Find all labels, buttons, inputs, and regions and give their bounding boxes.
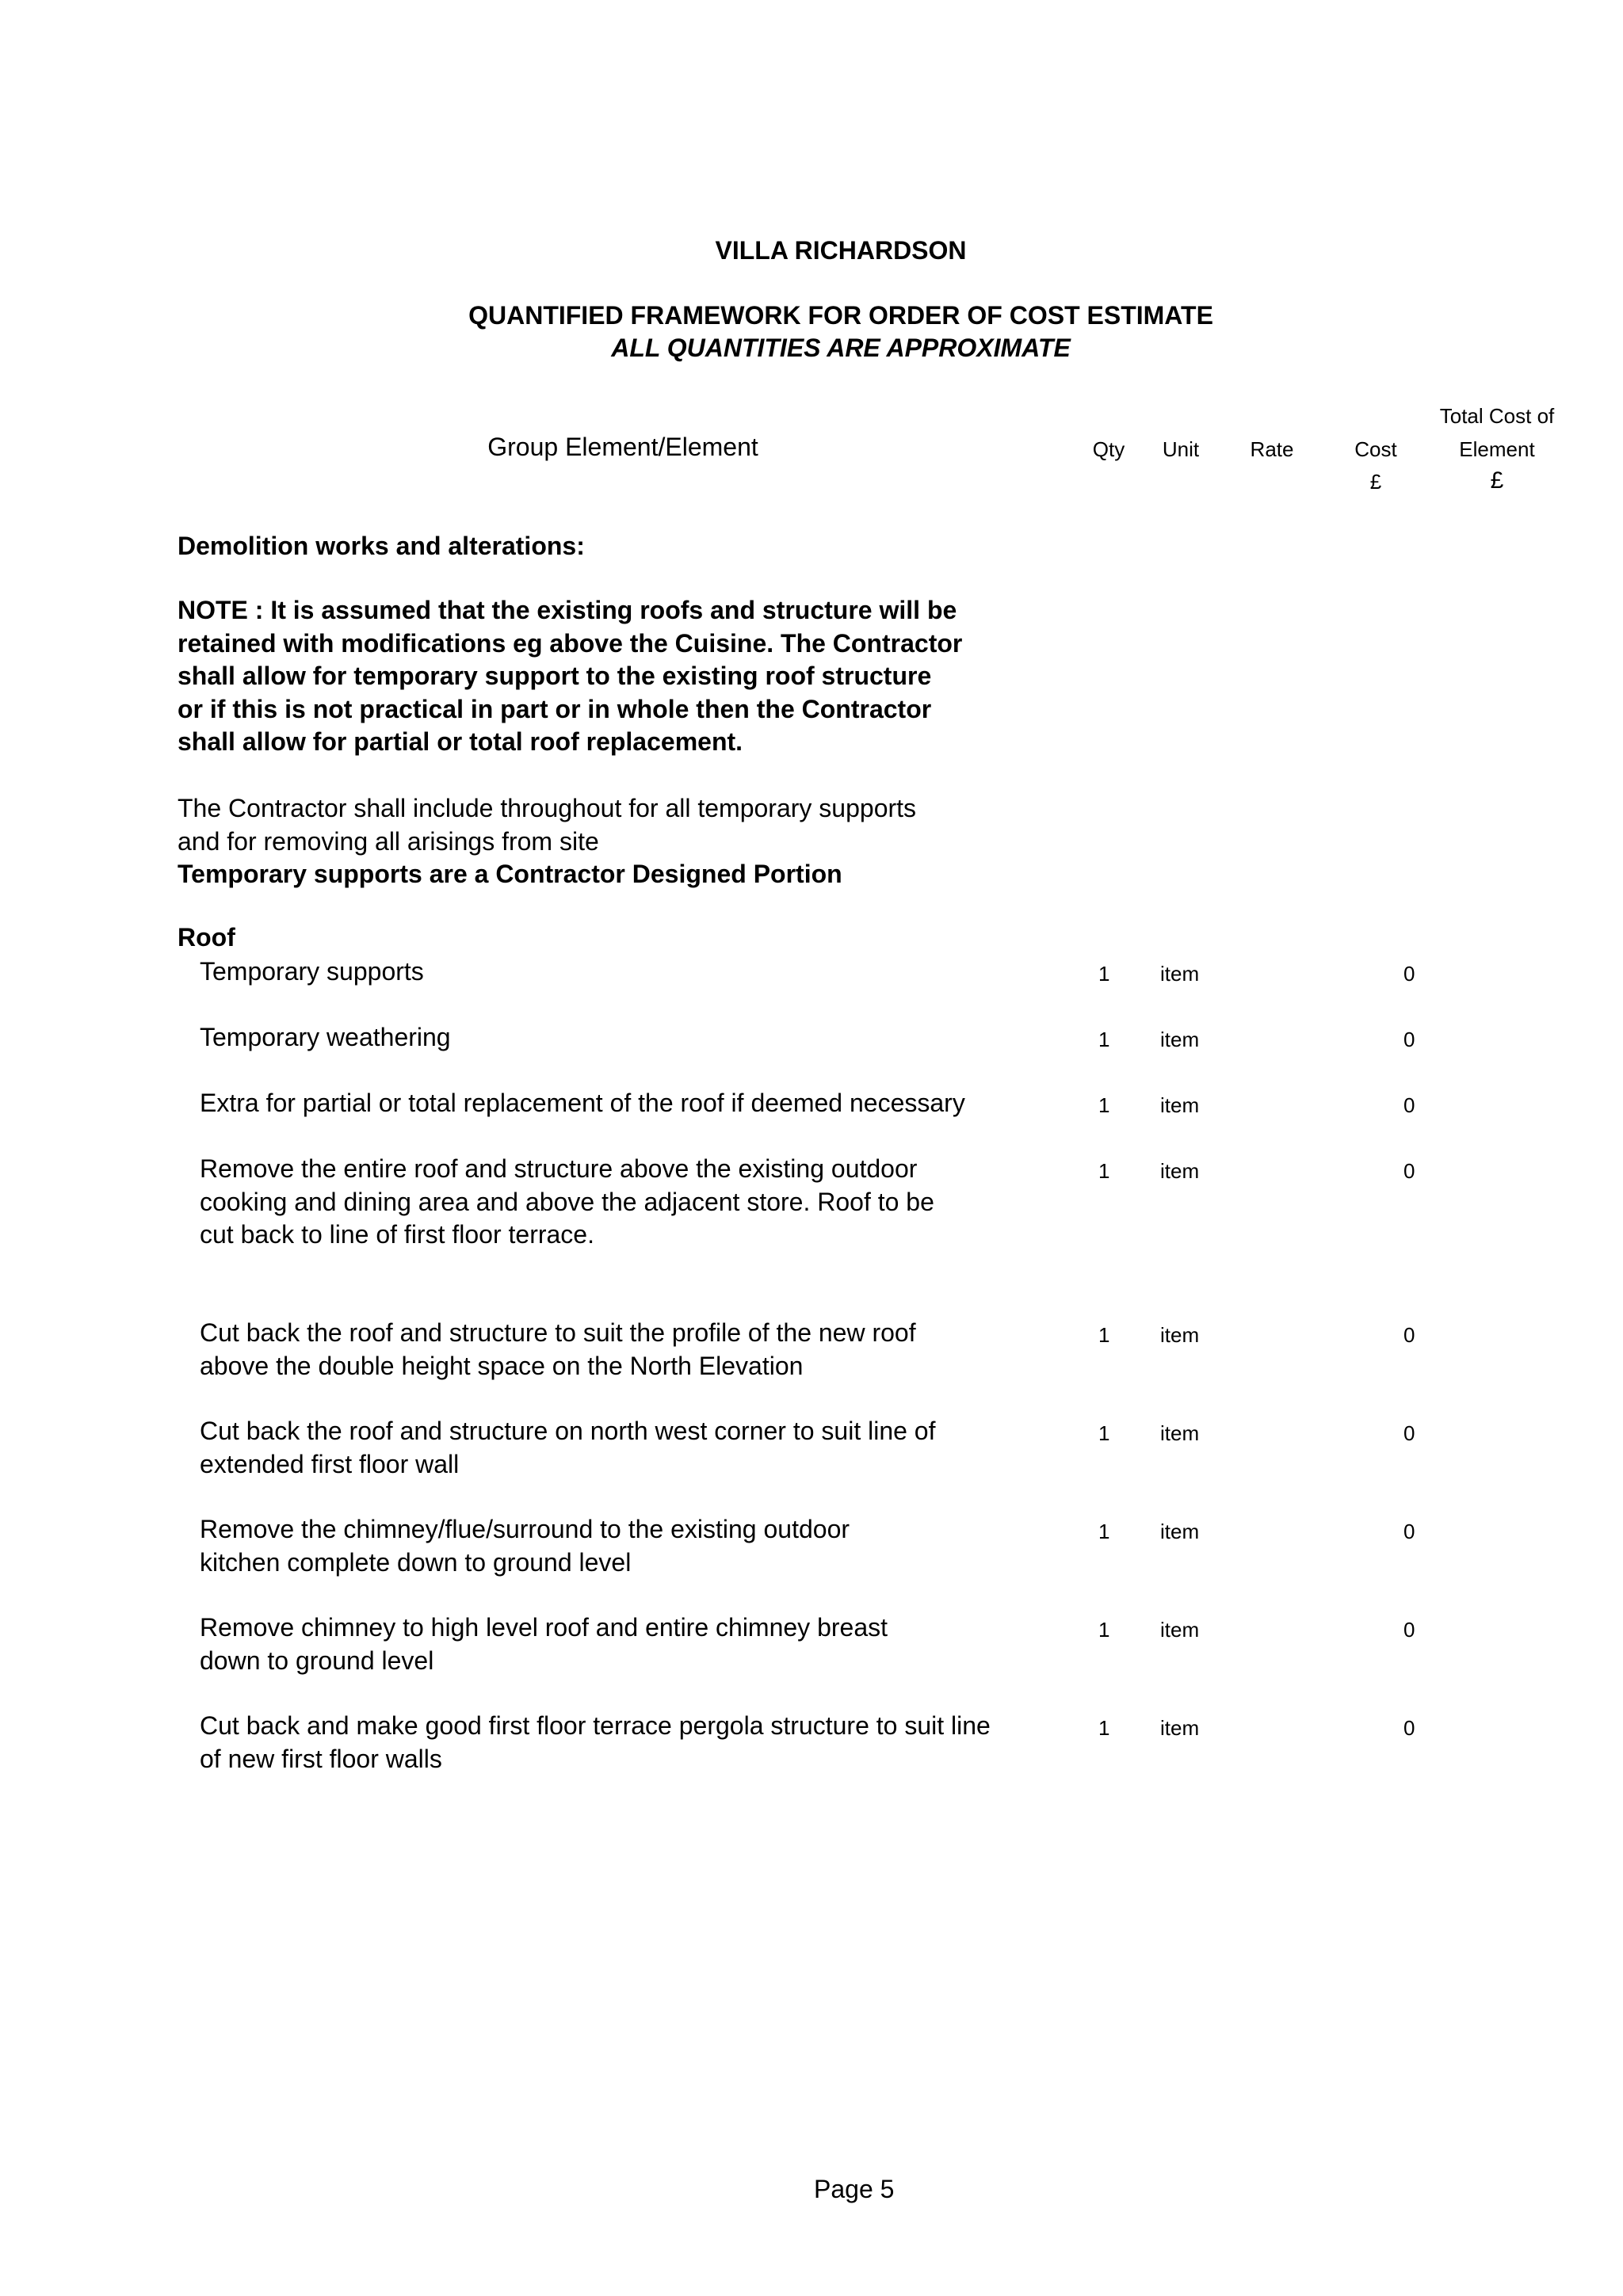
item-cost: 0	[1403, 962, 1415, 986]
item-description	[200, 1415, 935, 1481]
note-line: shall allow for partial or total roof replacement.	[178, 727, 743, 756]
item-description	[200, 1021, 451, 1055]
item-cost: 0	[1403, 1159, 1415, 1183]
paragraph-line: and for removing all arisings from site	[178, 826, 599, 856]
item-description	[200, 1087, 965, 1120]
item-cost: 0	[1403, 1716, 1415, 1740]
item-line: Temporary weathering	[200, 1023, 451, 1051]
note-line: retained with modifications eg above the Cuisine. The Contractor	[178, 628, 963, 658]
column-header-rate: Rate	[1250, 437, 1294, 461]
item-line: Cut back the roof and structure on north west corner to suit line of	[200, 1417, 936, 1445]
item-qty: 1	[1098, 1093, 1110, 1117]
column-header-element: Group Element/Element	[487, 433, 758, 461]
section-heading: Demolition works and alterations:	[178, 532, 585, 560]
column-header-cost-currency: £	[1369, 470, 1382, 494]
item-line: kitchen complete down to ground level	[200, 1547, 632, 1577]
column-header-total-line1: Total Cost of	[1439, 404, 1555, 428]
column-header-unit: Unit	[1162, 437, 1200, 461]
item-qty: 1	[1098, 1028, 1110, 1051]
paragraph-line: The Contractor shall include throughout for all temporary supports	[178, 794, 917, 822]
item-qty: 1	[1098, 1421, 1110, 1445]
item-line: extended first floor wall	[200, 1449, 460, 1478]
item-qty: 1	[1098, 962, 1110, 986]
item-line: Extra for partial or total replacement of the roof if deemed necessary	[200, 1089, 965, 1117]
item-line: Cut back and make good first floor terrace pergola structure to suit line	[200, 1711, 991, 1740]
note-line: or if this is not practical in part or in whole then the Contractor	[178, 694, 932, 723]
item-description	[200, 955, 424, 989]
item-qty: 1	[1098, 1520, 1110, 1543]
section-paragraph	[178, 792, 916, 891]
item-qty: 1	[1098, 1618, 1110, 1642]
item-unit: item	[1160, 1028, 1200, 1051]
column-header-total-currency: £	[1490, 467, 1504, 494]
item-unit: item	[1160, 1159, 1200, 1183]
item-unit: item	[1160, 1421, 1200, 1445]
item-line: Remove the entire roof and structure above the existing outdoor	[200, 1154, 918, 1183]
note-line: shall allow for temporary support to the existing roof structure	[178, 662, 932, 690]
note-line: NOTE : It is assumed that the existing roofs and structure will be	[178, 596, 957, 624]
item-description	[200, 1611, 888, 1677]
page-number: Page 5	[814, 2175, 895, 2203]
item-line: Cut back the roof and structure to suit the profile of the new roof	[200, 1318, 916, 1347]
item-cost: 0	[1403, 1618, 1415, 1642]
item-line: Remove chimney to high level roof and entire chimney breast	[200, 1613, 888, 1642]
item-unit: item	[1160, 1093, 1200, 1117]
item-line: Temporary supports	[200, 957, 424, 986]
paragraph-bold-line: Temporary supports are a Contractor Designed Portion	[178, 860, 842, 888]
document-subtitle-note: ALL QUANTITIES ARE APPROXIMATE	[611, 334, 1071, 362]
item-unit: item	[1160, 1323, 1200, 1347]
column-header-total-line2: Element	[1459, 437, 1535, 461]
item-unit: item	[1160, 962, 1200, 986]
document-subtitle: QUANTIFIED FRAMEWORK FOR ORDER OF COST ESTIMATE	[468, 301, 1213, 330]
item-description	[200, 1710, 991, 1775]
item-unit: item	[1160, 1618, 1200, 1642]
item-cost: 0	[1403, 1520, 1415, 1543]
item-qty: 1	[1098, 1159, 1110, 1183]
item-unit: item	[1160, 1520, 1200, 1543]
item-line: cut back to line of first floor terrace.	[200, 1220, 594, 1249]
item-line: of new first floor walls	[200, 1744, 442, 1773]
item-line: Remove the chimney/flue/surround to the existing outdoor	[200, 1515, 850, 1543]
item-line: cooking and dining area and above the adjacent store. Roof to be	[200, 1187, 934, 1216]
item-cost: 0	[1403, 1323, 1415, 1347]
item-qty: 1	[1098, 1716, 1110, 1740]
item-cost: 0	[1403, 1028, 1415, 1051]
item-description	[200, 1513, 850, 1579]
item-qty: 1	[1098, 1323, 1110, 1347]
item-unit: item	[1160, 1716, 1200, 1740]
item-line: down to ground level	[200, 1646, 434, 1675]
roof-subheading: Roof	[178, 923, 235, 952]
item-description	[200, 1153, 934, 1252]
item-description	[200, 1317, 916, 1383]
section-note	[178, 594, 1049, 759]
project-title: VILLA RICHARDSON	[715, 236, 967, 265]
item-cost: 0	[1403, 1093, 1415, 1117]
column-header-qty: Qty	[1092, 437, 1125, 461]
column-header-cost: Cost	[1354, 437, 1397, 461]
item-cost: 0	[1403, 1421, 1415, 1445]
item-line: above the double height space on the North Elevation	[200, 1351, 804, 1380]
